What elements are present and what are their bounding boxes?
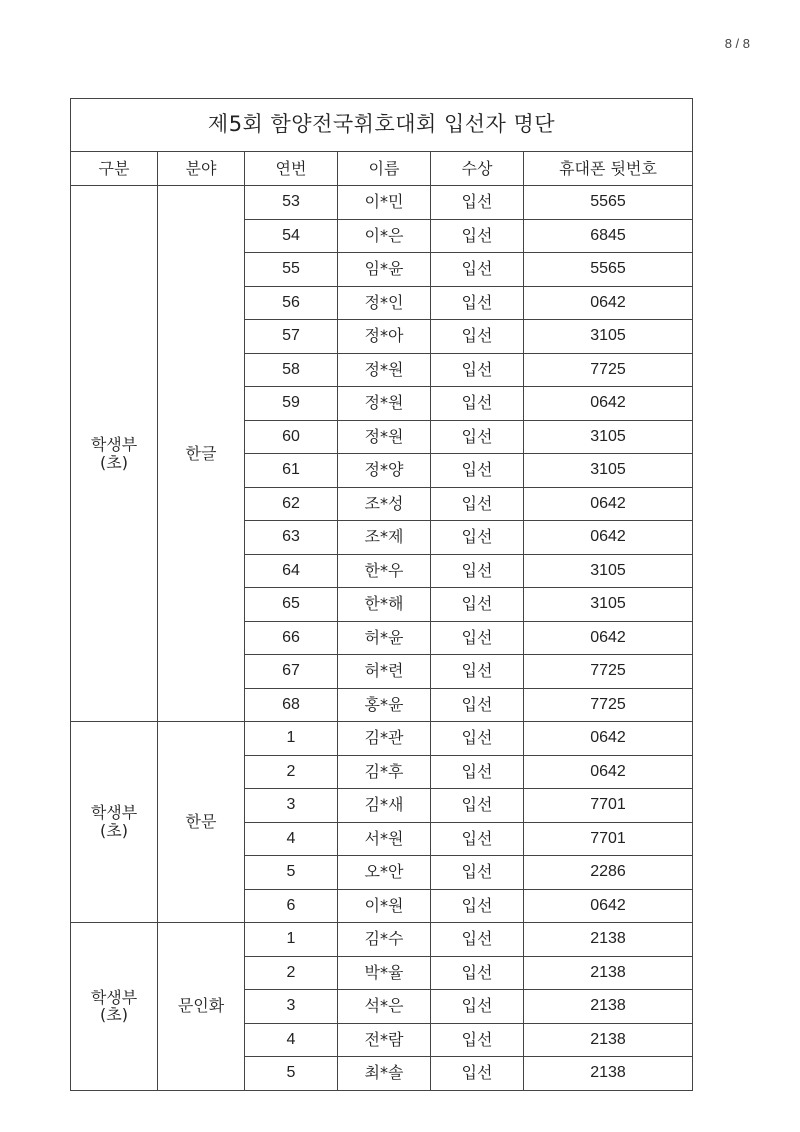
phone-cell: 7701 <box>524 822 693 856</box>
name-cell: 허*련 <box>338 655 431 689</box>
number-cell: 54 <box>245 219 338 253</box>
award-cell: 입선 <box>431 286 524 320</box>
phone-cell: 2138 <box>524 956 693 990</box>
division-label: 학생부 <box>90 434 138 454</box>
award-cell: 입선 <box>431 990 524 1024</box>
phone-cell: 7725 <box>524 353 693 387</box>
number-cell: 53 <box>245 186 338 220</box>
number-cell: 5 <box>245 856 338 890</box>
phone-cell: 7725 <box>524 655 693 689</box>
name-cell: 한*우 <box>338 554 431 588</box>
name-cell: 임*윤 <box>338 253 431 287</box>
name-cell: 김*수 <box>338 923 431 957</box>
table-body <box>71 186 693 1091</box>
header-division: 구분 <box>71 152 158 186</box>
award-cell: 입선 <box>431 789 524 823</box>
division-sublabel: (초) <box>100 452 128 472</box>
award-cell: 입선 <box>431 722 524 756</box>
number-cell: 65 <box>245 588 338 622</box>
header-phone: 휴대폰 뒷번호 <box>524 152 693 186</box>
name-cell: 한*해 <box>338 588 431 622</box>
name-cell: 김*새 <box>338 789 431 823</box>
winners-table <box>70 98 693 1091</box>
number-cell: 62 <box>245 487 338 521</box>
phone-cell: 3105 <box>524 588 693 622</box>
award-cell: 입선 <box>431 755 524 789</box>
award-cell: 입선 <box>431 1023 524 1057</box>
phone-cell: 0642 <box>524 722 693 756</box>
name-cell: 박*율 <box>338 956 431 990</box>
number-cell: 61 <box>245 454 338 488</box>
award-cell: 입선 <box>431 353 524 387</box>
phone-cell: 6845 <box>524 219 693 253</box>
number-cell: 4 <box>245 822 338 856</box>
phone-cell: 2138 <box>524 1057 693 1091</box>
phone-cell: 0642 <box>524 387 693 421</box>
phone-cell: 7725 <box>524 688 693 722</box>
number-cell: 1 <box>245 923 338 957</box>
name-cell: 김*관 <box>338 722 431 756</box>
award-cell: 입선 <box>431 387 524 421</box>
number-cell: 6 <box>245 889 338 923</box>
header-name: 이름 <box>338 152 431 186</box>
field-cell: 문인화 <box>158 923 245 1091</box>
award-cell: 입선 <box>431 856 524 890</box>
division-cell <box>71 923 158 1091</box>
name-cell: 홍*윤 <box>338 688 431 722</box>
award-cell: 입선 <box>431 655 524 689</box>
field-cell: 한글 <box>158 186 245 722</box>
phone-cell: 2138 <box>524 990 693 1024</box>
name-cell: 이*민 <box>338 186 431 220</box>
name-cell: 정*인 <box>338 286 431 320</box>
name-cell: 허*윤 <box>338 621 431 655</box>
number-cell: 3 <box>245 990 338 1024</box>
number-cell: 1 <box>245 722 338 756</box>
number-cell: 56 <box>245 286 338 320</box>
award-cell: 입선 <box>431 822 524 856</box>
number-cell: 60 <box>245 420 338 454</box>
table-row <box>71 923 693 957</box>
award-cell: 입선 <box>431 454 524 488</box>
phone-cell: 3105 <box>524 454 693 488</box>
award-cell: 입선 <box>431 487 524 521</box>
phone-cell: 2286 <box>524 856 693 890</box>
page-number: 8 / 8 <box>724 36 750 51</box>
number-cell: 2 <box>245 755 338 789</box>
phone-cell: 5565 <box>524 253 693 287</box>
phone-cell: 0642 <box>524 621 693 655</box>
division-sublabel: (초) <box>100 1005 128 1025</box>
header-field: 분야 <box>158 152 245 186</box>
phone-cell: 0642 <box>524 889 693 923</box>
division-cell <box>71 186 158 722</box>
phone-cell: 3105 <box>524 420 693 454</box>
award-cell: 입선 <box>431 554 524 588</box>
phone-cell: 3105 <box>524 554 693 588</box>
division-cell <box>71 722 158 923</box>
name-cell: 정*아 <box>338 320 431 354</box>
number-cell: 59 <box>245 387 338 421</box>
name-cell: 조*제 <box>338 521 431 555</box>
award-cell: 입선 <box>431 923 524 957</box>
phone-cell: 2138 <box>524 1023 693 1057</box>
number-cell: 68 <box>245 688 338 722</box>
award-cell: 입선 <box>431 253 524 287</box>
number-cell: 5 <box>245 1057 338 1091</box>
name-cell: 정*원 <box>338 387 431 421</box>
award-cell: 입선 <box>431 521 524 555</box>
award-cell: 입선 <box>431 688 524 722</box>
phone-cell: 0642 <box>524 521 693 555</box>
division-label: 학생부 <box>90 987 138 1007</box>
name-cell: 정*원 <box>338 420 431 454</box>
phone-cell: 3105 <box>524 320 693 354</box>
phone-cell: 0642 <box>524 755 693 789</box>
header-row <box>71 152 693 186</box>
number-cell: 67 <box>245 655 338 689</box>
table-title: 제5회 함양전국휘호대회 입선자 명단 <box>71 99 693 152</box>
number-cell: 66 <box>245 621 338 655</box>
name-cell: 석*은 <box>338 990 431 1024</box>
name-cell: 오*안 <box>338 856 431 890</box>
phone-cell: 5565 <box>524 186 693 220</box>
header-number: 연번 <box>245 152 338 186</box>
award-cell: 입선 <box>431 320 524 354</box>
number-cell: 3 <box>245 789 338 823</box>
phone-cell: 7701 <box>524 789 693 823</box>
award-cell: 입선 <box>431 956 524 990</box>
award-cell: 입선 <box>431 420 524 454</box>
name-cell: 정*원 <box>338 353 431 387</box>
number-cell: 63 <box>245 521 338 555</box>
number-cell: 57 <box>245 320 338 354</box>
name-cell: 정*양 <box>338 454 431 488</box>
name-cell: 김*후 <box>338 755 431 789</box>
number-cell: 55 <box>245 253 338 287</box>
name-cell: 이*원 <box>338 889 431 923</box>
award-cell: 입선 <box>431 889 524 923</box>
award-cell: 입선 <box>431 186 524 220</box>
header-award: 수상 <box>431 152 524 186</box>
award-cell: 입선 <box>431 1057 524 1091</box>
number-cell: 2 <box>245 956 338 990</box>
number-cell: 64 <box>245 554 338 588</box>
phone-cell: 2138 <box>524 923 693 957</box>
award-cell: 입선 <box>431 219 524 253</box>
number-cell: 58 <box>245 353 338 387</box>
field-cell: 한문 <box>158 722 245 923</box>
name-cell: 전*람 <box>338 1023 431 1057</box>
name-cell: 이*은 <box>338 219 431 253</box>
phone-cell: 0642 <box>524 487 693 521</box>
name-cell: 서*원 <box>338 822 431 856</box>
award-cell: 입선 <box>431 621 524 655</box>
phone-cell: 0642 <box>524 286 693 320</box>
name-cell: 최*솔 <box>338 1057 431 1091</box>
division-label: 학생부 <box>90 803 138 823</box>
table-row <box>71 722 693 756</box>
award-cell: 입선 <box>431 588 524 622</box>
division-sublabel: (초) <box>100 821 128 840</box>
table-row <box>71 186 693 220</box>
number-cell: 4 <box>245 1023 338 1057</box>
name-cell: 조*성 <box>338 487 431 521</box>
